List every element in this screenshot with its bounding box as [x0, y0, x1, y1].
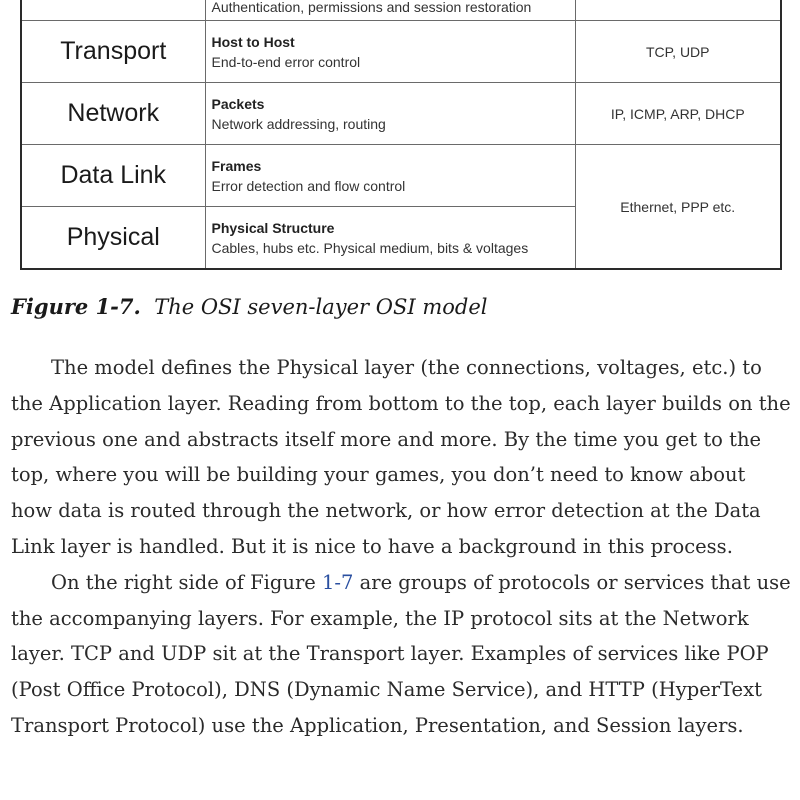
layer-protocols-cell [575, 0, 781, 21]
paragraph-text: are groups of protocols or services that use the accompanying layers. For example, the IP protocol sits at the Network layer. TCP and UDP sit at the Transport layer. Examples of services like POP (Post Office Protocol), DNS (Dynamic Name Service), and HTTP (HyperText Transport Protocol) use the Application, Presentation, and Session layers. [11, 570, 791, 737]
paragraph [11, 565, 791, 744]
layer-description-text: End-to-end error control [211, 53, 361, 70]
layer-description-cell [205, 21, 575, 83]
figure-reference-link[interactable]: 1-7 [322, 570, 354, 594]
layer-description-title: Frames [211, 157, 262, 174]
layer-name-physical: Physical [21, 207, 205, 270]
layer-description-title: Physical Structure [211, 219, 335, 236]
layer-description-title: Packets [211, 95, 265, 112]
layer-protocols-network: IP, ICMP, ARP, DHCP [575, 83, 781, 145]
layer-description-cell [205, 207, 575, 270]
layer-name-transport: Transport [21, 21, 205, 83]
layer-description-cell [205, 0, 575, 21]
table-row-session [21, 0, 781, 21]
layer-description-text: Cables, hubs etc. Physical medium, bits & voltages [211, 239, 529, 256]
figure-caption-text: The OSI seven-layer OSI model [154, 295, 488, 319]
layer-protocols-data-link-physical: Ethernet, PPP etc. [575, 145, 781, 270]
layer-protocols-transport: TCP, UDP [575, 21, 781, 83]
layer-description-text: Error detection and flow control [211, 177, 406, 194]
layer-name-network: Network [21, 83, 205, 145]
layer-description-text: Authentication, permissions and session restoration [211, 0, 532, 15]
table-row-data-link [21, 145, 781, 207]
layer-name-data-link: Data Link [21, 145, 205, 207]
layer-description-cell [205, 145, 575, 207]
paragraph-text: On the right side of Figure [51, 570, 323, 594]
layer-description-cell [205, 83, 575, 145]
figure-caption [11, 294, 487, 319]
layer-name-cell [21, 0, 205, 21]
paragraph: The model defines the Physical layer (the connections, voltages, etc.) to the Application layer. Reading from bottom to the top, each layer builds on the previous one and abstracts itself more and more. By the time you get to the top, where you will be building your games, you don’t need to know about how data is routed through the network, or how error detection at the Data Link layer is handled. But it is nice to have a background in this process. [11, 356, 791, 558]
layer-description-text: Network addressing, routing [211, 115, 386, 132]
osi-layer-table [20, 0, 782, 270]
figure-label: Figure 1-7. [11, 294, 141, 319]
table-row-transport [21, 21, 781, 83]
table-row-network [21, 83, 781, 145]
body-text [11, 350, 791, 744]
layer-description-title: Host to Host [211, 33, 295, 50]
